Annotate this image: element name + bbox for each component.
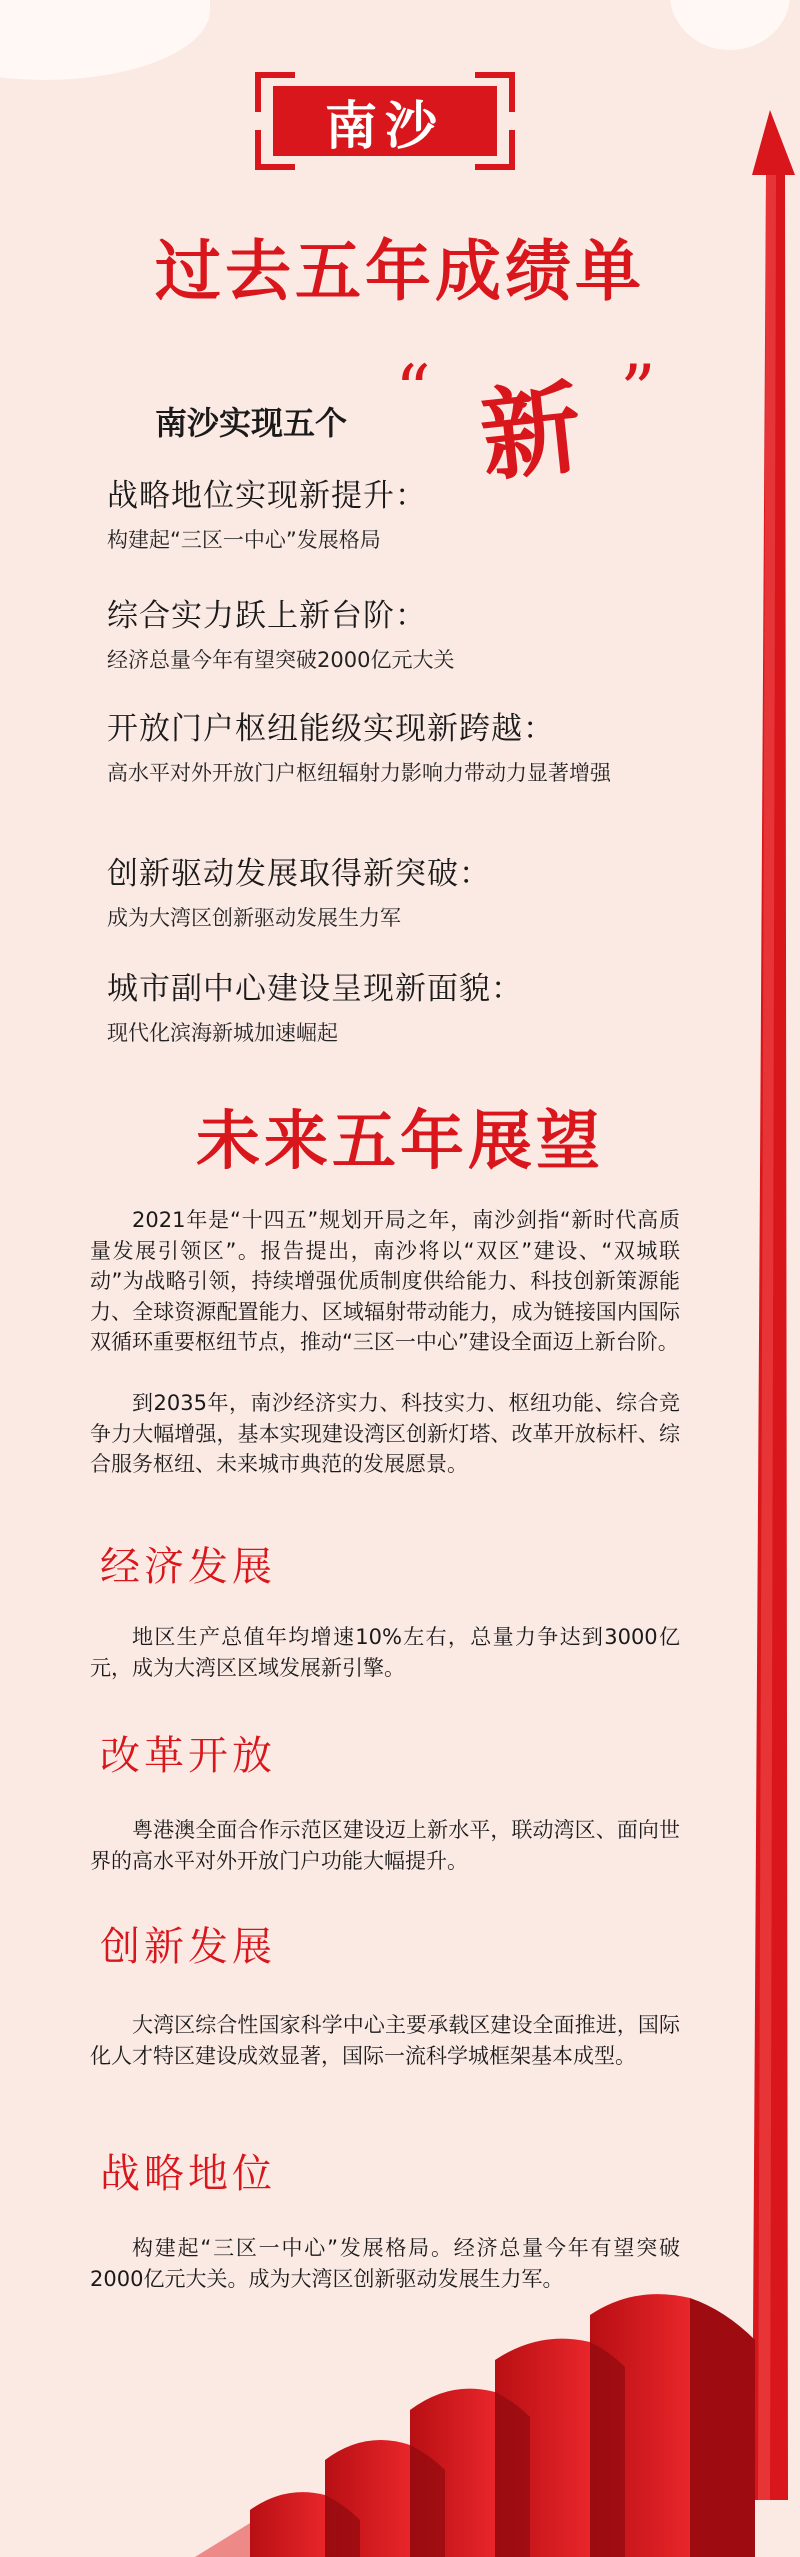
quote-close-mark: ” xyxy=(620,350,656,432)
achievement-title: 综合实力跃上新台阶： xyxy=(107,598,427,634)
five-new-subhead: 南沙实现五个 xyxy=(155,404,348,442)
achievement-desc: 成为大湾区创新驱动发展生力军 xyxy=(107,906,401,930)
section-title-strategy: 战略地位 xyxy=(100,2151,276,2197)
red-stairs-decoration xyxy=(195,2280,800,2557)
achievement-item xyxy=(107,963,697,1048)
section-text-strategy: 构建起“三区一中心”发展格局。经济总量今年有望突破2000亿元大关。成为大湾区创新驱动发展生力军。 xyxy=(90,2236,680,2291)
section-title-economy: 经济发展 xyxy=(100,1544,276,1590)
achievement-desc: 构建起“三区一中心”发展格局 xyxy=(107,528,381,552)
background-curve-left xyxy=(0,0,210,80)
achievement-desc: 现代化滨海新城加速崛起 xyxy=(107,1021,338,1045)
section-title-innovation: 创新发展 xyxy=(100,1924,276,1970)
achievement-desc: 经济总量今年有望突破2000亿元大关 xyxy=(107,648,455,672)
new-highlight-character: 新 xyxy=(474,368,587,496)
future-five-years-title: 未来五年展望 xyxy=(196,1104,604,1179)
background-curve-right xyxy=(670,0,790,50)
section-text-innovation: 大湾区综合性国家科学中心主要承载区建设全面推进，国际化人才特区建设成效显著，国际一流科学城框架基本成型。 xyxy=(90,2013,680,2068)
past-five-years-title: 过去五年成绩单 xyxy=(155,232,645,310)
quote-open-mark: “ xyxy=(395,350,431,432)
achievement-title: 创新驱动发展取得新突破： xyxy=(107,856,491,892)
achievement-title: 开放门户枢纽能级实现新跨越： xyxy=(107,711,555,747)
district-badge xyxy=(255,72,515,170)
future-paragraph: 2021年是“十四五”规划开局之年，南沙剑指“新时代高质量发展引领区”。报告提出，南沙将以“双区”建设、“双城联动”为战略引领，持续增强优质制度供给能力、科技创新策源能力、全球资源配置能力、区域辐射带动能力，成为链接国内国际双循环重要枢纽节点，推动“三区一中心”建设全面迈上新台阶。 xyxy=(90,1208,680,1354)
achievement-title: 战略地位实现新提升： xyxy=(107,478,427,514)
achievement-item xyxy=(107,590,697,675)
badge-label: 南沙 xyxy=(273,86,497,156)
achievement-title: 城市副中心建设呈现新面貌： xyxy=(107,971,523,1007)
section-text-reform: 粤港澳全面合作示范区建设迈上新水平，联动湾区、面向世界的高水平对外开放门户功能大幅提升。 xyxy=(90,1818,680,1873)
future-paragraph: 到2035年，南沙经济实力、科技实力、枢纽功能、综合竞争力大幅增强，基本实现建设湾区创新灯塔、改革开放标杆、综合服务枢纽、未来城市典范的发展愿景。 xyxy=(90,1391,680,1476)
section-title-reform: 改革开放 xyxy=(100,1733,276,1779)
achievement-item xyxy=(107,703,697,788)
achievement-desc: 高水平对外开放门户枢纽辐射力影响力带动力显著增强 xyxy=(107,761,611,785)
achievement-item xyxy=(107,470,697,555)
section-text-economy: 地区生产总值年均增速10%左右，总量力争达到3000亿元，成为大湾区区域发展新引擎。 xyxy=(90,1625,680,1680)
achievement-item xyxy=(107,848,697,933)
